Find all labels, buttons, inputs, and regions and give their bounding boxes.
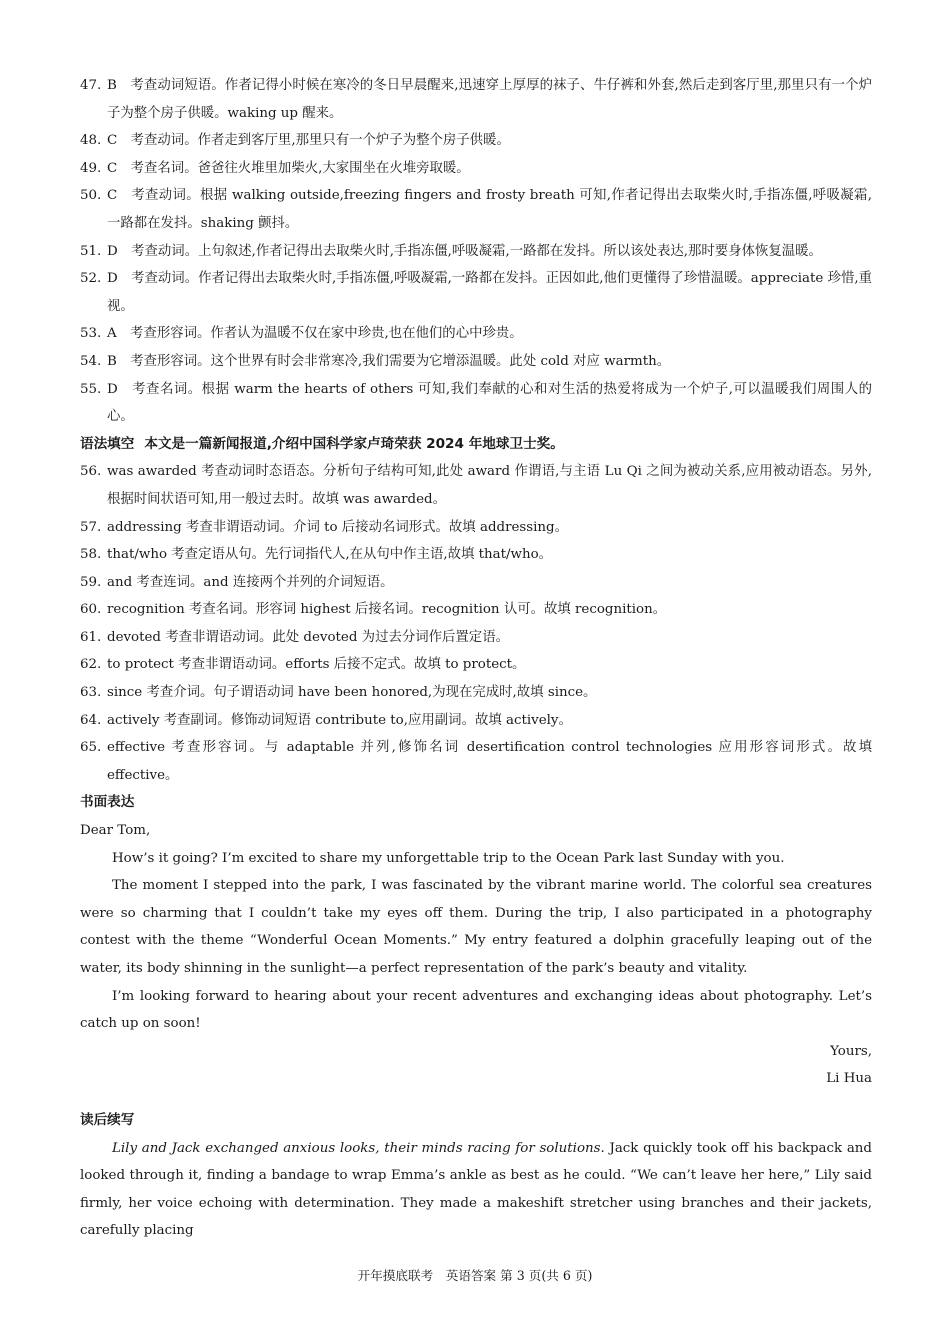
item-text: D 考查动词。作者记得出去取柴火时,手指冻僵,呼吸凝霜,一路都在发抖。正因如此,他们更懂得了珍惜温暖。appreciate 珍惜,重视。 [107, 271, 872, 314]
answer-item [80, 238, 872, 266]
item-number: 47. [80, 78, 102, 93]
letter-closing: Yours, [830, 1043, 872, 1059]
item-text: was awarded 考查动词时态语态。分析句子结构可知,此处 award 作谓语,与主语 Lu Qi 之间为被动关系,应用被动语态。另外,根据时间状语可知,用一般过去时。故填 was awarded。 [107, 464, 872, 507]
item-number: 63. [80, 685, 102, 701]
item-text: D 考查动词。上句叙述,作者记得出去取柴火时,手指冻僵,呼吸凝霜,一路都在发抖。所以该处表达,那时要身体恢复温暖。 [107, 243, 822, 259]
continuation-text: Jack quickly took off his backpack and looked through it, finding a bandage to wrap Emma’s ankle as best as he could. “We can’t leave her here,” Lily said firmly, her voice echoing with determination. They made a makeshift stretcher using branches and their jackets, carefully placing [80, 1140, 872, 1239]
answer-item [80, 320, 872, 348]
item-text: effective 考查形容词。与 adaptable 并列,修饰名词 desertification control technologies 应用形容词形式。故填 effective。 [107, 740, 872, 783]
item-number: 53. [80, 326, 102, 342]
continuation-lead: Lily and Jack exchanged anxious looks, their minds racing for solutions. [112, 1140, 605, 1156]
item-text: A 考查形容词。作者认为温暖不仅在家中珍贵,也在他们的心中珍贵。 [107, 326, 523, 342]
continuation-heading: 读后续写 [80, 1111, 135, 1128]
item-text: addressing 考查非谓语动词。介词 to 后接动名词形式。故填 addressing。 [107, 519, 569, 535]
section-title: 语法填空 [80, 435, 135, 452]
item-number: 59. [80, 574, 102, 590]
item-text: C 考查动词。作者走到客厅里,那里只有一个炉子为整个房子供暖。 [107, 133, 510, 149]
answer-item [80, 155, 872, 183]
answer-item [80, 348, 872, 376]
item-text: B 考查形容词。这个世界有时会非常寒冷,我们需要为它增添温暖。此处 cold 对应 warmth。 [107, 353, 671, 369]
answer-item [80, 265, 872, 320]
answer-item [80, 514, 872, 542]
item-number: 55. [80, 381, 102, 397]
continuation-paragraph [80, 1135, 872, 1245]
item-number: 56. [80, 464, 102, 480]
item-number: 49. [80, 160, 102, 176]
item-number: 62. [80, 657, 102, 673]
letter-signature: Li Hua [826, 1071, 872, 1087]
answer-item [80, 541, 872, 569]
item-text: since 考查介词。句子谓语动词 have been honored,为现在完成时,故填 since。 [107, 685, 597, 701]
item-text: D 考查名词。根据 warm the hearts of others 可知,我们奉献的心和对生活的热爱将成为一个炉子,可以温暖我们周围人的心。 [107, 381, 872, 425]
item-number: 52. [80, 271, 102, 287]
grammar-answers [80, 458, 872, 789]
item-number: 65. [80, 740, 102, 756]
letter-paragraph: How’s it going? I’m excited to share my unforgettable trip to the Ocean Park last Sunday with you. [112, 850, 785, 866]
item-number: 61. [80, 629, 102, 645]
item-number: 60. [80, 602, 102, 618]
item-number: 64. [80, 712, 102, 728]
section-intro: 本文是一篇新闻报道,介绍中国科学家卢琦荣获 2024 年地球卫士奖。 [144, 435, 564, 452]
item-text: that/who 考查定语从句。先行词指代人,在从句中作主语,故填 that/who。 [107, 547, 553, 563]
writing-letter [80, 817, 872, 1093]
answer-item [80, 376, 872, 431]
item-number: 48. [80, 133, 102, 149]
answer-item [80, 458, 872, 513]
page-footer: 开年摸底联考 英语答案 第 3 页(共 6 页) [357, 1268, 593, 1283]
letter-paragraph: I’m looking forward to hearing about your recent adventures and exchanging ideas about photography. Let’s catch up on soon! [80, 988, 872, 1032]
section-gap [80, 1093, 872, 1107]
answer-item [80, 707, 872, 735]
answer-item [80, 651, 872, 679]
item-text: and 考查连词。and 连接两个并列的介词短语。 [107, 574, 394, 590]
item-number: 58. [80, 547, 102, 563]
answer-item [80, 182, 872, 237]
item-number: 57. [80, 519, 102, 535]
answer-item [80, 72, 872, 127]
item-number: 51. [80, 243, 102, 259]
item-text: actively 考查副词。修饰动词短语 contribute to,应用副词。故填 actively。 [107, 712, 572, 728]
answer-item [80, 624, 872, 652]
answer-item [80, 569, 872, 597]
writing-heading: 书面表达 [80, 794, 135, 811]
item-text: C 考查动词。根据 walking outside,freezing fingers and frosty breath 可知,作者记得出去取柴火时,手指冻僵,呼吸凝霜,一路都在发抖。shaking 颤抖。 [107, 188, 872, 231]
item-text: devoted 考查非谓语动词。此处 devoted 为过去分词作后置定语。 [107, 629, 509, 645]
answer-item [80, 596, 872, 624]
letter-paragraph: The moment I stepped into the park, I was fascinated by the vibrant marine world. The colorful sea creatures were so charming that I couldn’t take my eyes off them. During the trip, I also participated in a photography contest with the theme “Wonderful Ocean Moments.” My entry featured a dolphin gracefully leaping out of the water, its body shinning in the sunlight—a perfect representation of the park’s beauty and vitality. [80, 878, 872, 976]
grammar-heading [80, 431, 872, 459]
item-number: 54. [80, 353, 102, 369]
answer-item [80, 679, 872, 707]
answer-item [80, 734, 872, 789]
item-text: C 考查名词。爸爸往火堆里加柴火,大家围坐在火堆旁取暖。 [107, 160, 470, 176]
cloze-answers [80, 72, 872, 431]
item-text: to protect 考查非谓语动词。efforts 后接不定式。故填 to protect。 [107, 657, 526, 673]
letter-salutation: Dear Tom, [80, 823, 151, 839]
item-text: recognition 考查名词。形容词 highest 后接名词。recognition 认可。故填 recognition。 [107, 602, 667, 618]
answer-item [80, 127, 872, 155]
item-text: B 考查动词短语。作者记得小时候在寒冷的冬日早晨醒来,迅速穿上厚厚的袜子、牛仔裤和外套,然后走到客厅里,那里只有一个炉子为整个房子供暖。waking up 醒来。 [107, 78, 872, 121]
item-number: 50. [80, 188, 102, 204]
